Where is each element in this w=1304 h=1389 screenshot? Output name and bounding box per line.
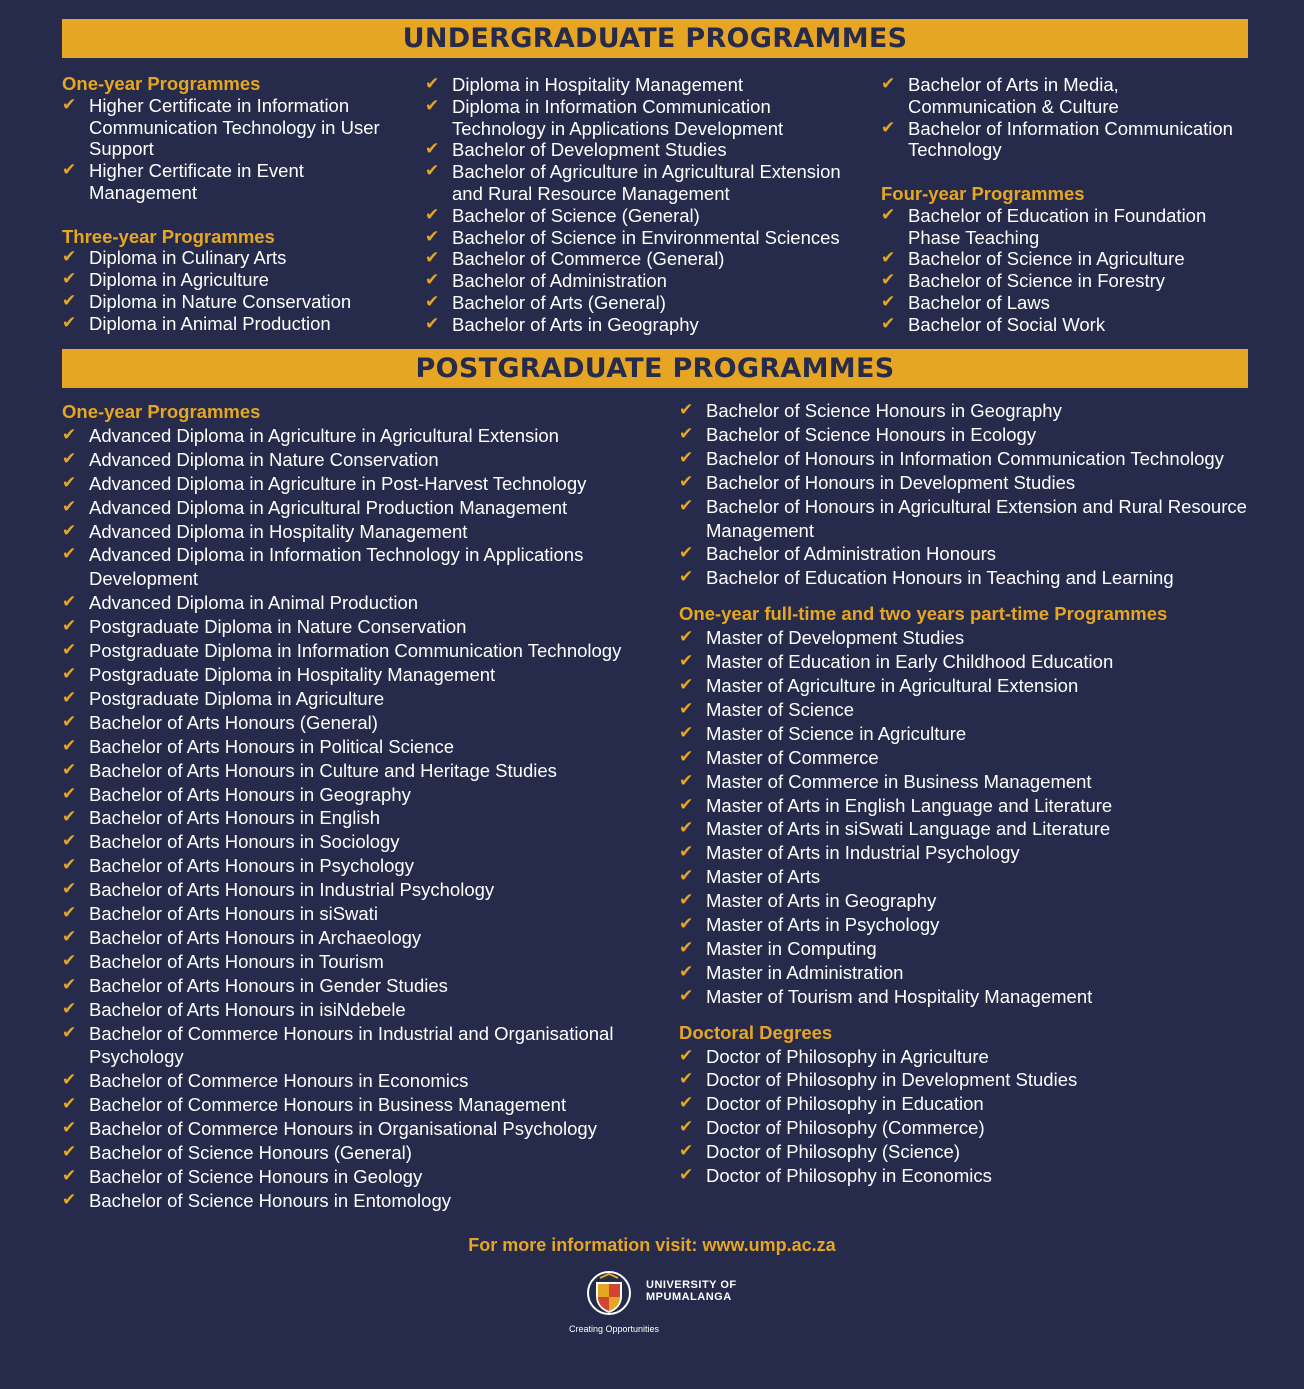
list-item xyxy=(62,854,662,878)
programme-name: Bachelor of Commerce Honours in Industrial and Organisational Psychology xyxy=(89,1022,614,1068)
list-item xyxy=(881,270,1241,292)
programme-name: Bachelor of Honours in Information Communication Technology xyxy=(706,447,1224,469)
undergraduate-title: UNDERGRADUATE PROGRAMMES xyxy=(402,23,908,54)
checkmark-icon: ✔ xyxy=(679,937,694,958)
programme-name: Doctor of Philosophy (Science) xyxy=(706,1141,960,1163)
section-heading: One-year Programmes xyxy=(62,73,261,94)
programme-name: Master in Computing xyxy=(706,937,877,959)
programme-name: Bachelor of Honours in Development Studies xyxy=(706,471,1076,493)
checkmark-icon: ✔ xyxy=(881,204,896,225)
section-gap xyxy=(679,1009,1279,1021)
list-item xyxy=(425,248,865,270)
list-item xyxy=(62,950,662,974)
programme-name: Doctor of Philosophy in Development Studies xyxy=(706,1069,1078,1091)
checkmark-icon: ✔ xyxy=(62,1022,77,1043)
programme-name: Master of Development Studies xyxy=(706,627,965,649)
list-item xyxy=(62,806,662,830)
list-item xyxy=(62,520,662,544)
checkmark-icon: ✔ xyxy=(425,161,440,182)
undergraduate-banner xyxy=(62,19,1248,58)
list-item xyxy=(679,937,1279,961)
programme-name: Bachelor of Information Communication Technology xyxy=(908,117,1233,161)
programme-name: Postgraduate Diploma in Information Communication Technology xyxy=(89,640,622,662)
list-item xyxy=(62,759,662,783)
programme-name: Bachelor of Science Honours in Geology xyxy=(89,1166,423,1187)
crest-icon xyxy=(586,1270,632,1318)
programme-name: Diploma in Culinary Arts xyxy=(89,247,287,269)
checkmark-icon: ✔ xyxy=(62,711,77,732)
list-item xyxy=(62,291,392,313)
list-item xyxy=(679,770,1279,794)
list-item xyxy=(679,471,1279,495)
checkmark-icon: ✔ xyxy=(679,627,694,648)
checkmark-icon: ✔ xyxy=(425,270,440,291)
list-item xyxy=(62,247,392,269)
programme-name: Advanced Diploma in Information Technology in Applications Development xyxy=(89,544,584,590)
programme-name: Bachelor of Science Honours in Entomology xyxy=(89,1189,451,1211)
programme-name: Bachelor of Commerce (General) xyxy=(452,248,725,270)
list-item xyxy=(881,314,1241,336)
list-item xyxy=(679,1068,1279,1092)
checkmark-icon: ✔ xyxy=(679,722,694,743)
list-item xyxy=(62,902,662,926)
checkmark-icon: ✔ xyxy=(62,831,77,852)
university-name-line1: UNIVERSITY OF xyxy=(646,1279,737,1291)
programme-name: Higher Certificate in Information Communication Technology in User Support xyxy=(89,94,380,160)
programme-name: Bachelor of Arts Honours in siSwati xyxy=(89,903,378,925)
list-item xyxy=(62,424,662,448)
list-item xyxy=(62,448,662,472)
programme-name: Master of Commerce xyxy=(706,746,879,768)
checkmark-icon: ✔ xyxy=(881,117,896,138)
programme-name: Bachelor of Arts in Geography xyxy=(452,313,699,335)
list-item xyxy=(425,96,865,140)
programme-name: Bachelor of Social Work xyxy=(908,313,1106,335)
checkmark-icon: ✔ xyxy=(679,423,694,444)
list-item xyxy=(62,830,662,854)
postgraduate-title: POSTGRADUATE PROGRAMMES xyxy=(415,353,895,384)
checkmark-icon: ✔ xyxy=(425,248,440,269)
checkmark-icon: ✔ xyxy=(425,139,440,160)
checkmark-icon: ✔ xyxy=(62,592,77,613)
checkmark-icon: ✔ xyxy=(62,616,77,637)
programme-list xyxy=(62,247,392,334)
pg-column-1 xyxy=(62,400,662,1213)
list-item xyxy=(425,292,865,314)
checkmark-icon: ✔ xyxy=(62,1189,77,1210)
list-item xyxy=(62,95,392,160)
list-item xyxy=(62,639,662,663)
checkmark-icon: ✔ xyxy=(425,226,440,247)
programme-name: Bachelor of Arts Honours in Geography xyxy=(89,783,411,805)
checkmark-icon: ✔ xyxy=(881,248,896,269)
list-item xyxy=(62,998,662,1022)
section-heading: Three-year Programmes xyxy=(62,225,275,247)
list-item xyxy=(679,542,1279,566)
checkmark-icon: ✔ xyxy=(425,313,440,334)
checkmark-icon: ✔ xyxy=(62,424,77,445)
checkmark-icon: ✔ xyxy=(425,74,440,94)
list-item xyxy=(881,248,1241,270)
list-item xyxy=(62,926,662,950)
programme-name: Bachelor of Science in Agriculture xyxy=(908,248,1185,270)
programme-name: Bachelor of Education Honours in Teaching and Learning xyxy=(706,567,1174,589)
checkmark-icon: ✔ xyxy=(62,94,77,115)
programme-name: Master of Commerce in Business Management xyxy=(706,770,1092,792)
programme-name: Bachelor of Arts (General) xyxy=(452,291,666,313)
programme-name: Bachelor of Arts Honours in Gender Studies xyxy=(89,974,448,996)
programme-name: Bachelor of Science Honours in Geography xyxy=(706,400,1062,421)
programme-name: Postgraduate Diploma in Agriculture xyxy=(89,687,385,709)
ug-column-3 xyxy=(881,74,1241,336)
section-gap xyxy=(62,204,392,226)
checkmark-icon: ✔ xyxy=(62,1142,77,1163)
list-item xyxy=(425,205,865,227)
checkmark-icon: ✔ xyxy=(679,674,694,695)
checkmark-icon: ✔ xyxy=(881,74,896,94)
programme-name: Postgraduate Diploma in Hospitality Management xyxy=(89,663,496,685)
programme-name: Master of Arts in Psychology xyxy=(706,914,940,936)
list-item xyxy=(679,1140,1279,1164)
programme-name: Master of Arts in Geography xyxy=(706,890,937,912)
checkmark-icon: ✔ xyxy=(679,1093,694,1114)
checkmark-icon: ✔ xyxy=(679,746,694,767)
checkmark-icon: ✔ xyxy=(679,961,694,982)
programme-name: Bachelor of Arts Honours in English xyxy=(89,807,381,829)
programme-list xyxy=(679,399,1279,590)
list-item xyxy=(425,227,865,249)
section-heading: Doctoral Degrees xyxy=(679,1021,833,1043)
programme-name: Advanced Diploma in Agriculture in Agricultural Extension xyxy=(89,424,559,446)
programme-name: Bachelor of Science in Forestry xyxy=(908,270,1166,292)
list-item xyxy=(62,687,662,711)
university-name-line2: MPUMALANGA xyxy=(646,1291,732,1303)
checkmark-icon: ✔ xyxy=(62,312,77,333)
programme-name: Master in Administration xyxy=(706,961,904,983)
checkmark-icon: ✔ xyxy=(62,687,77,708)
list-item xyxy=(62,591,662,615)
checkmark-icon: ✔ xyxy=(62,974,77,995)
checkmark-icon: ✔ xyxy=(679,866,694,887)
list-item xyxy=(679,674,1279,698)
programme-name: Diploma in Animal Production xyxy=(89,312,331,334)
checkmark-icon: ✔ xyxy=(679,400,694,420)
programme-name: Bachelor of Laws xyxy=(908,291,1050,313)
list-item xyxy=(425,270,865,292)
list-item xyxy=(679,1116,1279,1140)
checkmark-icon: ✔ xyxy=(62,1094,77,1115)
programme-name: Doctor of Philosophy in Agriculture xyxy=(706,1045,989,1067)
section-heading: One-year full-time and two years part-time Programmes xyxy=(679,603,1168,625)
list-item xyxy=(679,865,1279,889)
programme-name: Bachelor of Honours in Agricultural Extension and Rural Resource Management xyxy=(706,495,1247,541)
programme-name: Bachelor of Arts Honours in Tourism xyxy=(89,950,384,972)
programme-name: Doctor of Philosophy in Education xyxy=(706,1093,984,1115)
programme-name: Higher Certificate in Event Management xyxy=(89,160,304,203)
list-item xyxy=(62,735,662,759)
programme-name: Doctor of Philosophy in Economics xyxy=(706,1165,992,1187)
checkmark-icon: ✔ xyxy=(62,247,77,268)
checkmark-icon: ✔ xyxy=(679,698,694,719)
programme-name: Master of Arts in siSwati Language and Literature xyxy=(706,818,1111,840)
checkmark-icon: ✔ xyxy=(62,735,77,756)
checkmark-icon: ✔ xyxy=(679,495,694,516)
checkmark-icon: ✔ xyxy=(679,842,694,863)
programme-name: Bachelor of Arts Honours (General) xyxy=(89,711,378,733)
list-item xyxy=(62,313,392,335)
checkmark-icon: ✔ xyxy=(679,651,694,672)
programme-name: Diploma in Agriculture xyxy=(89,269,269,291)
checkmark-icon: ✔ xyxy=(62,640,77,661)
list-item xyxy=(62,615,662,639)
checkmark-icon: ✔ xyxy=(62,496,77,517)
list-item xyxy=(62,1117,662,1141)
list-item xyxy=(679,794,1279,818)
programme-name: Bachelor of Education in Foundation Phase Teaching xyxy=(908,204,1207,248)
list-item xyxy=(679,423,1279,447)
list-item xyxy=(62,543,662,591)
checkmark-icon: ✔ xyxy=(62,783,77,804)
checkmark-icon: ✔ xyxy=(62,759,77,780)
ug-column-1 xyxy=(62,73,392,335)
programme-name: Master of Agriculture in Agricultural Extension xyxy=(706,674,1079,696)
checkmark-icon: ✔ xyxy=(62,1166,77,1186)
section-gap xyxy=(881,161,1241,183)
list-item xyxy=(679,1164,1279,1188)
list-item xyxy=(62,1093,662,1117)
programme-name: Master of Tourism and Hospitality Management xyxy=(706,985,1093,1007)
programme-name: Bachelor of Commerce Honours in Economics xyxy=(89,1070,469,1092)
programme-list xyxy=(881,74,1241,161)
programme-name: Postgraduate Diploma in Nature Conservation xyxy=(89,616,467,638)
checkmark-icon: ✔ xyxy=(62,544,77,565)
programme-name: Doctor of Philosophy (Commerce) xyxy=(706,1117,985,1139)
checkmark-icon: ✔ xyxy=(62,1118,77,1139)
list-item xyxy=(679,399,1279,423)
checkmark-icon: ✔ xyxy=(62,290,77,311)
list-item xyxy=(62,663,662,687)
programme-name: Bachelor of Arts Honours in Culture and Heritage Studies xyxy=(89,759,557,781)
checkmark-icon: ✔ xyxy=(425,95,440,116)
programme-name: Advanced Diploma in Animal Production xyxy=(89,592,419,614)
university-name xyxy=(646,1279,737,1303)
list-item xyxy=(62,1141,662,1165)
programme-name: Master of Arts xyxy=(706,866,821,888)
programme-name: Bachelor of Administration Honours xyxy=(706,543,996,565)
checkmark-icon: ✔ xyxy=(62,1070,77,1091)
programme-name: Bachelor of Agriculture in Agricultural Extension and Rural Resource Management xyxy=(452,161,841,204)
list-item xyxy=(62,1022,662,1070)
checkmark-icon: ✔ xyxy=(62,663,77,684)
programme-list xyxy=(62,95,392,204)
tagline: Creating Opportunities xyxy=(568,1324,660,1334)
list-item xyxy=(62,1189,662,1213)
section-heading: Four-year Programmes xyxy=(881,182,1085,204)
checkmark-icon: ✔ xyxy=(881,313,896,334)
checkmark-icon: ✔ xyxy=(62,472,77,493)
list-item xyxy=(62,783,662,807)
list-item xyxy=(425,139,865,161)
programme-name: Diploma in Information Communication Technology in Applications Development xyxy=(452,95,784,139)
list-item xyxy=(679,913,1279,937)
checkmark-icon: ✔ xyxy=(881,291,896,312)
list-item xyxy=(679,746,1279,770)
list-item xyxy=(425,74,865,96)
programme-name: Bachelor of Commerce Honours in Organisational Psychology xyxy=(89,1118,597,1140)
checkmark-icon: ✔ xyxy=(62,520,77,541)
list-item xyxy=(679,495,1279,543)
programme-name: Master of Arts in English Language and Literature xyxy=(706,794,1113,816)
programme-name: Advanced Diploma in Nature Conservation xyxy=(89,448,439,470)
programme-name: Bachelor of Arts Honours in Political Science xyxy=(89,735,455,757)
programme-name: Bachelor of Arts Honours in Sociology xyxy=(89,831,400,853)
checkmark-icon: ✔ xyxy=(679,1117,694,1138)
programme-name: Master of Education in Early Childhood Education xyxy=(706,651,1114,673)
programme-name: Bachelor of Development Studies xyxy=(452,139,727,161)
list-item xyxy=(679,889,1279,913)
list-item xyxy=(679,841,1279,865)
list-item xyxy=(679,961,1279,985)
programme-name: Bachelor of Arts Honours in Industrial Psychology xyxy=(89,879,495,901)
programme-name: Master of Arts in Industrial Psychology xyxy=(706,842,1020,864)
programme-name: Bachelor of Arts Honours in Psychology xyxy=(89,855,414,877)
programme-name: Advanced Diploma in Agriculture in Post-Harvest Technology xyxy=(89,472,587,494)
checkmark-icon: ✔ xyxy=(679,1165,694,1186)
programme-name: Master of Science xyxy=(706,698,855,720)
list-item xyxy=(679,447,1279,471)
list-item xyxy=(62,878,662,902)
checkmark-icon: ✔ xyxy=(679,1045,694,1066)
checkmark-icon: ✔ xyxy=(62,269,77,290)
list-item xyxy=(62,974,662,998)
programme-name: Bachelor of Commerce Honours in Business Management xyxy=(89,1094,567,1116)
programme-name: Bachelor of Arts in Media, Communication & Culture xyxy=(908,74,1119,117)
list-item xyxy=(679,1092,1279,1116)
list-item xyxy=(679,722,1279,746)
postgraduate-banner xyxy=(62,349,1248,388)
checkmark-icon: ✔ xyxy=(62,926,77,947)
checkmark-icon: ✔ xyxy=(679,770,694,791)
checkmark-icon: ✔ xyxy=(425,204,440,225)
programme-name: Bachelor of Science Honours (General) xyxy=(89,1142,412,1164)
list-item xyxy=(62,269,392,291)
checkmark-icon: ✔ xyxy=(679,914,694,935)
list-item xyxy=(62,1069,662,1093)
programme-list xyxy=(679,1045,1279,1188)
list-item xyxy=(62,1165,662,1189)
checkmark-icon: ✔ xyxy=(679,1069,694,1090)
checkmark-icon: ✔ xyxy=(62,855,77,876)
list-item xyxy=(425,161,865,205)
footer-link-text[interactable]: For more information visit: www.ump.ac.za xyxy=(468,1235,836,1255)
checkmark-icon: ✔ xyxy=(62,807,77,828)
programme-name: Bachelor of Arts Honours in isiNdebele xyxy=(89,998,406,1020)
section-heading: One-year Programmes xyxy=(62,401,261,422)
programme-name: Bachelor of Science in Environmental Sciences xyxy=(452,226,840,248)
checkmark-icon: ✔ xyxy=(62,879,77,900)
checkmark-icon: ✔ xyxy=(679,543,694,564)
checkmark-icon: ✔ xyxy=(881,270,896,291)
programme-name: Bachelor of Science Honours in Ecology xyxy=(706,423,1037,445)
checkmark-icon: ✔ xyxy=(679,818,694,839)
list-item xyxy=(62,496,662,520)
programme-name: Bachelor of Arts Honours in Archaeology xyxy=(89,926,422,948)
checkmark-icon: ✔ xyxy=(679,794,694,815)
programme-list xyxy=(881,205,1241,336)
list-item xyxy=(679,985,1279,1009)
checkmark-icon: ✔ xyxy=(62,903,77,924)
university-logo xyxy=(568,1270,756,1340)
programme-name: Diploma in Nature Conservation xyxy=(89,290,352,312)
programme-name: Bachelor of Science (General) xyxy=(452,204,700,226)
list-item xyxy=(679,698,1279,722)
list-item xyxy=(881,205,1241,249)
section-gap xyxy=(679,590,1279,602)
programme-list xyxy=(679,626,1279,1009)
list-item xyxy=(679,817,1279,841)
list-item xyxy=(679,626,1279,650)
checkmark-icon: ✔ xyxy=(62,160,77,181)
checkmark-icon: ✔ xyxy=(679,1141,694,1162)
list-item xyxy=(881,118,1241,162)
list-item xyxy=(679,1045,1279,1069)
pg-column-2 xyxy=(679,399,1279,1188)
checkmark-icon: ✔ xyxy=(62,448,77,469)
programme-list xyxy=(425,74,865,336)
checkmark-icon: ✔ xyxy=(679,447,694,468)
programme-name: Advanced Diploma in Agricultural Production Management xyxy=(89,496,568,518)
checkmark-icon: ✔ xyxy=(679,890,694,911)
footer-info xyxy=(0,1235,1304,1256)
programme-name: Advanced Diploma in Hospitality Management xyxy=(89,520,468,542)
checkmark-icon: ✔ xyxy=(679,471,694,492)
programme-name: Diploma in Hospitality Management xyxy=(452,74,743,95)
list-item xyxy=(881,74,1241,118)
list-item xyxy=(62,160,392,204)
checkmark-icon: ✔ xyxy=(62,950,77,971)
programme-name: Master of Science in Agriculture xyxy=(706,722,967,744)
checkmark-icon: ✔ xyxy=(679,985,694,1006)
list-item xyxy=(425,314,865,336)
programme-list xyxy=(62,424,662,1213)
ug-column-2 xyxy=(425,74,865,336)
list-item xyxy=(679,566,1279,590)
checkmark-icon: ✔ xyxy=(62,998,77,1019)
checkmark-icon: ✔ xyxy=(679,567,694,588)
list-item xyxy=(62,472,662,496)
list-item xyxy=(679,650,1279,674)
list-item xyxy=(62,711,662,735)
list-item xyxy=(881,292,1241,314)
checkmark-icon: ✔ xyxy=(425,291,440,312)
programme-name: Bachelor of Administration xyxy=(452,270,667,292)
